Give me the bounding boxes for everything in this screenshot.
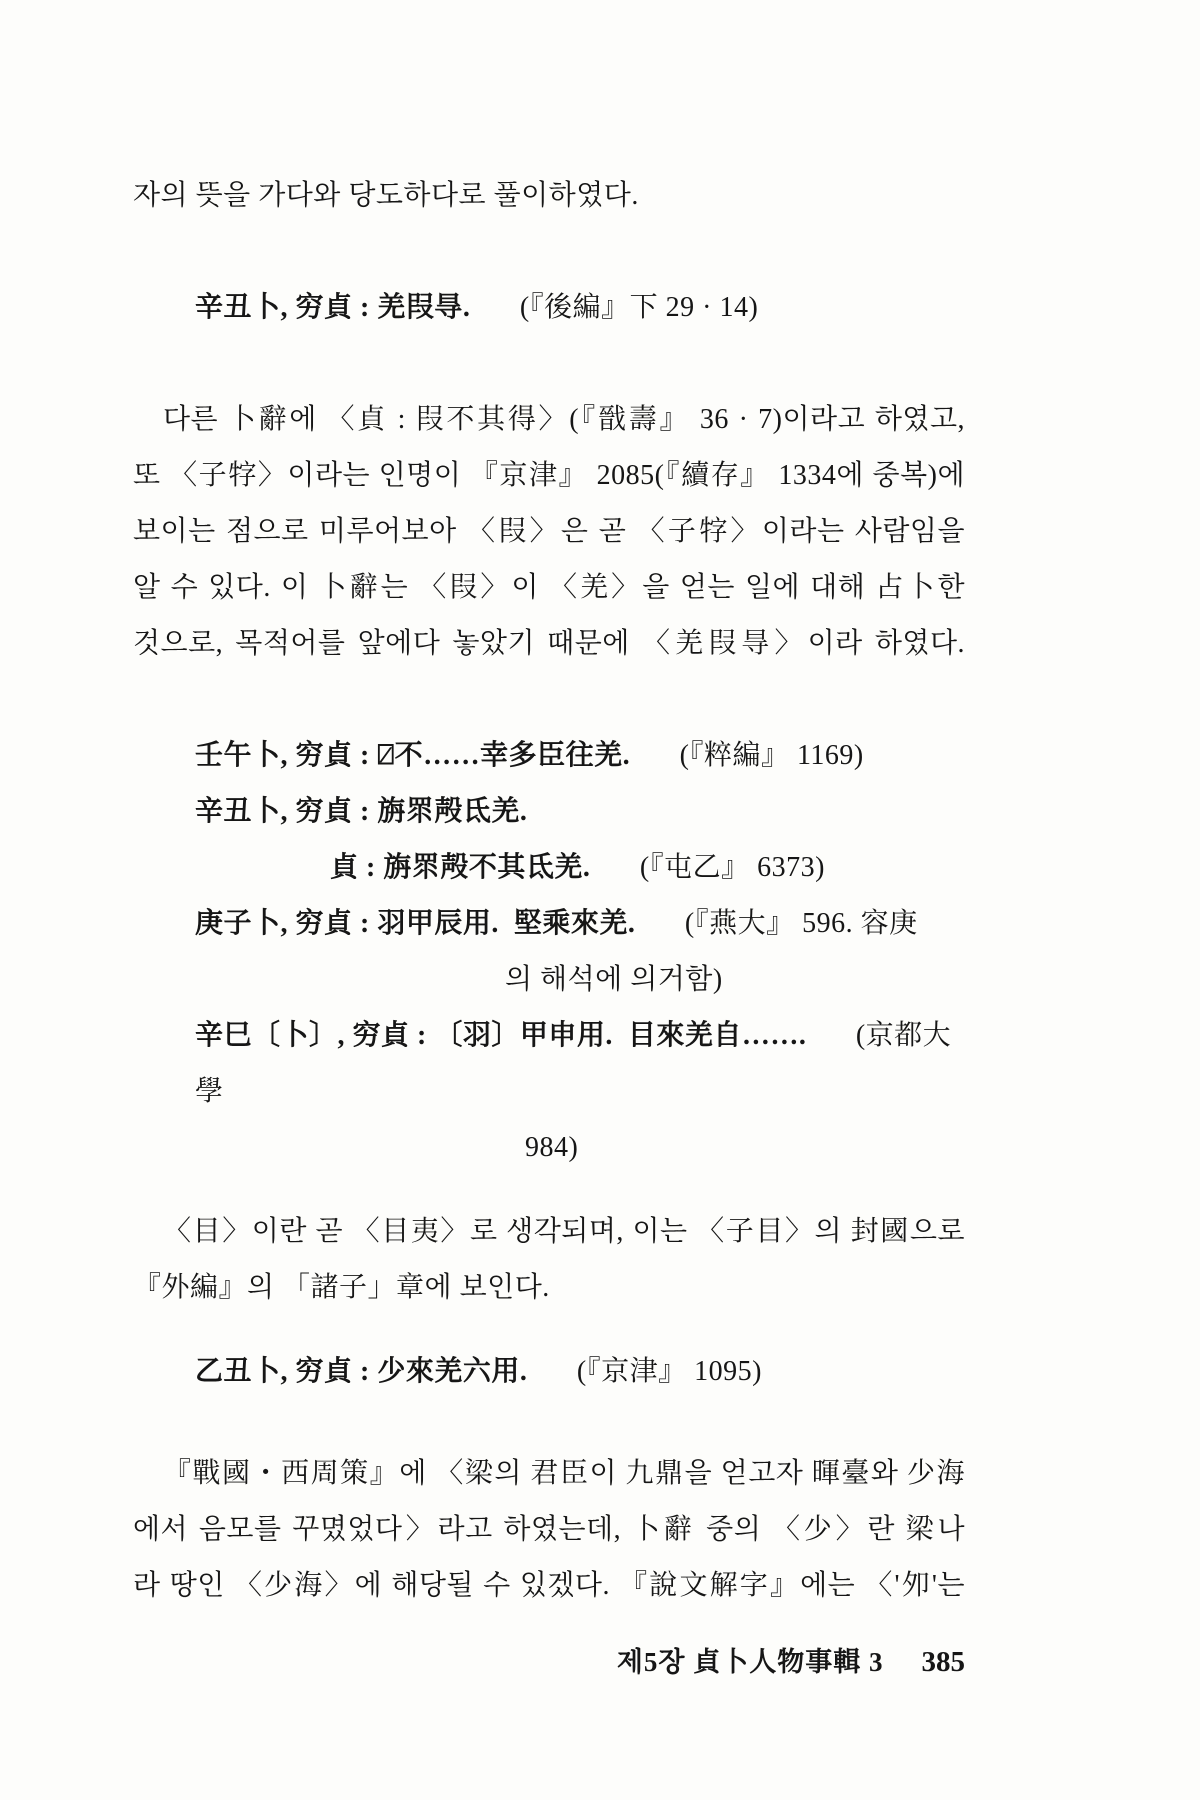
paragraph-2-line-5: 것으로, 목적어를 앞에다 놓았기 때문에 〈羌叚㝵〉이라 하였다. xyxy=(133,628,965,659)
paragraph-3 xyxy=(133,1204,965,1316)
quote-1-citation: (『後編』下 29 · 14) xyxy=(519,292,759,323)
quote-row xyxy=(195,1008,965,1120)
quote-2-3-citation: (『屯乙』 6373) xyxy=(639,852,825,883)
oracle-quote-3 xyxy=(195,1344,965,1400)
quote-3-text: 乙丑卜, 穷貞 : 少來羌六用. xyxy=(195,1356,528,1387)
paragraph-1: 자의 뜻을 가다와 당도하다로 풀이하였다. xyxy=(133,180,639,211)
paragraph-2-line-1: 다른 卜辭에 〈貞 : 叚不其得〉(『戩壽』 36 · 7)이라고 하였고, xyxy=(163,404,965,435)
page-footer xyxy=(133,1640,965,1679)
quote-2-5-citation: (京都大學 xyxy=(195,1020,952,1107)
quote-2-5-text: 辛巳〔卜〕, 穷貞 : 〔羽〕甲申用. 目來羌自……. xyxy=(195,1020,807,1051)
paragraph-4-line-2: 에서 음모를 꾸몄었다〉라고 하였는데, 卜辭 중의 〈少〉란 梁나 xyxy=(133,1514,965,1545)
chapter-heading: 제5장 貞卜人物事輯 3 xyxy=(616,1647,884,1677)
quote-2-4-text: 庚子卜, 穷貞 : 羽甲辰用. 堅乘來羌. xyxy=(195,908,636,939)
quote-row xyxy=(330,840,965,896)
quote-row-continuation xyxy=(525,1120,965,1176)
quote-2-2-text: 辛丑卜, 穷貞 : 旃眔殸氐羌. xyxy=(195,796,528,827)
quote-row xyxy=(195,728,965,784)
text-block xyxy=(133,168,965,1679)
quote-2-4-citation: (『燕大』 596. 容庚 xyxy=(684,908,918,939)
paragraph-4-line-1: 『戰國・西周策』에 〈梁의 君臣이 九鼎을 얻고자 暉臺와 少海 xyxy=(163,1458,965,1489)
paragraph-4-line-3: 라 땅인 〈少海〉에 해당될 수 있겠다. 『說文解字』에는 〈'夘'는 xyxy=(133,1570,965,1601)
quote-row-continuation xyxy=(505,952,965,1008)
quote-2-1-text: 壬午卜, 穷貞 : ⍁不……幸多臣往羌. xyxy=(195,740,631,771)
quote-row xyxy=(195,896,965,952)
paragraph-2 xyxy=(133,392,965,672)
oracle-quote-group-2 xyxy=(133,728,965,1176)
quote-row xyxy=(195,784,965,840)
paragraph-2-line-2: 또 〈子牸〉이라는 인명이 『京津』 2085(『續存』 1334에 중복)에 xyxy=(133,460,965,491)
quote-1-text: 辛丑卜, 穷貞 : 羌叚㝵. xyxy=(195,292,471,323)
paragraph-4 xyxy=(133,1446,965,1614)
paragraph-3-line-1: 〈目〉이란 곧 〈目夷〉로 생각되며, 이는 〈子目〉의 封國으로 xyxy=(163,1216,965,1247)
quote-2-3-text: 貞 : 旃眔殸不其氐羌. xyxy=(330,852,591,883)
quote-3-citation: (『京津』 1095) xyxy=(576,1356,762,1387)
paragraph-3-line-2: 『外編』의 「諸子」章에 보인다. xyxy=(133,1272,550,1303)
paragraph-2-line-3: 보이는 점으로 미루어보아 〈叚〉은 곧 〈子牸〉이라는 사람임을 xyxy=(133,516,965,547)
oracle-quote-1 xyxy=(195,280,965,336)
quote-2-1-citation: (『粹編』 1169) xyxy=(679,740,864,771)
page-number: 385 xyxy=(921,1646,965,1678)
quote-2-5-cont-text: 984) xyxy=(525,1132,579,1163)
paragraph-2-line-4: 알 수 있다. 이 卜辭는 〈叚〉이 〈羌〉을 얻는 일에 대해 占卜한 xyxy=(133,572,965,603)
quote-2-4-cont-text: 의 해석에 의거함) xyxy=(505,964,723,995)
